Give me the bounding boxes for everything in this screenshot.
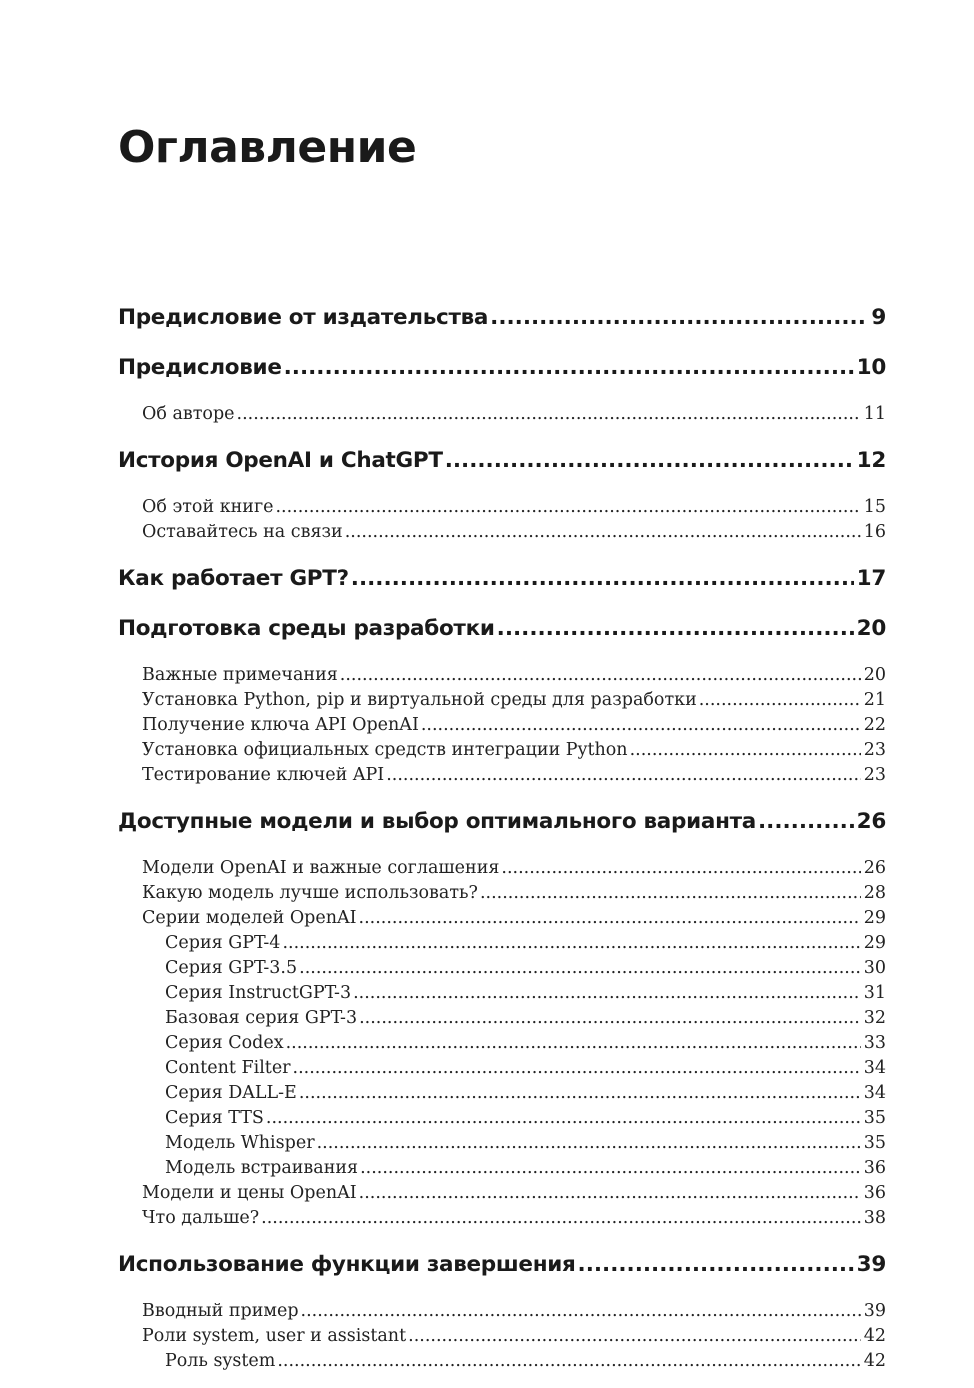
toc-entry-title: Какую модель лучше использовать? xyxy=(142,883,478,903)
toc-leader-dots xyxy=(266,1106,861,1131)
toc-entry xyxy=(118,1249,886,1299)
toc-entry xyxy=(118,663,886,688)
toc-entry-title: Роль system xyxy=(165,1351,276,1371)
toc-leader-dots xyxy=(345,520,861,545)
toc-entry-title: Использование функции завершения xyxy=(118,1252,576,1277)
table-of-contents xyxy=(118,302,886,1374)
toc-leader-dots xyxy=(359,1006,861,1031)
toc-page-number: 11 xyxy=(863,404,886,424)
toc-entry xyxy=(118,956,886,981)
toc-entry xyxy=(118,563,886,613)
toc-leader-dots xyxy=(445,445,854,477)
toc-leader-dots xyxy=(699,688,861,713)
toc-page-number: 35 xyxy=(863,1133,886,1153)
toc-leader-dots xyxy=(277,1349,860,1374)
toc-entry xyxy=(118,1106,886,1131)
toc-leader-dots xyxy=(408,1324,861,1349)
toc-entry-title: Как работает GPT? xyxy=(118,566,349,591)
toc-entry-title: Модели и цены OpenAI xyxy=(142,1183,357,1203)
toc-leader-dots xyxy=(261,1206,861,1231)
toc-page-number: 34 xyxy=(863,1083,886,1103)
toc-entry-title: Предисловие от издательства xyxy=(118,305,489,330)
toc-leader-dots xyxy=(275,495,860,520)
toc-page-number: 35 xyxy=(863,1108,886,1128)
toc-page-number: 42 xyxy=(863,1326,886,1346)
toc-page-number: 38 xyxy=(863,1208,886,1228)
toc-entry xyxy=(118,1006,886,1031)
toc-page-number: 26 xyxy=(863,858,886,878)
toc-entry-title: Доступные модели и выбор оптимального варианта xyxy=(118,809,756,834)
toc-entry xyxy=(118,881,886,906)
toc-leader-dots xyxy=(480,881,861,906)
toc-page-number: 10 xyxy=(856,355,886,380)
toc-leader-dots xyxy=(490,302,868,334)
toc-leader-dots xyxy=(359,906,861,931)
toc-page-number: 23 xyxy=(863,765,886,785)
toc-leader-dots xyxy=(351,563,854,595)
toc-leader-dots xyxy=(630,738,861,763)
toc-entry-title: Серия GPT-3.5 xyxy=(165,958,298,978)
toc-entry xyxy=(118,1081,886,1106)
toc-entry-title: Базовая серия GPT-3 xyxy=(165,1008,358,1028)
toc-entry xyxy=(118,688,886,713)
toc-leader-dots xyxy=(501,856,860,881)
toc-entry-title: Модели OpenAI и важные соглашения xyxy=(142,858,500,878)
toc-entry xyxy=(118,352,886,402)
toc-page-number: 20 xyxy=(856,616,886,641)
toc-entry xyxy=(118,1324,886,1349)
toc-entry xyxy=(118,520,886,545)
toc-entry-title: Об этой книге xyxy=(142,497,274,517)
toc-entry xyxy=(118,495,886,520)
toc-entry-title: Серия Codex xyxy=(165,1033,284,1053)
toc-entry-title: Установка Python, pip и виртуальной среды для разработки xyxy=(142,690,697,710)
toc-leader-dots xyxy=(299,1081,861,1106)
toc-leader-dots xyxy=(360,1156,861,1181)
toc-page-number: 16 xyxy=(863,522,886,542)
toc-entry-title: Серия GPT-4 xyxy=(165,933,281,953)
toc-leader-dots xyxy=(497,613,854,645)
toc-entry xyxy=(118,763,886,788)
toc-entry-title: Вводный пример xyxy=(142,1301,299,1321)
toc-page-number: 42 xyxy=(863,1351,886,1371)
toc-entry-title: Об авторе xyxy=(142,404,235,424)
toc-entry xyxy=(118,445,886,495)
toc-entry-title: Подготовка среды разработки xyxy=(118,616,495,641)
toc-page-number: 15 xyxy=(863,497,886,517)
toc-leader-dots xyxy=(353,981,861,1006)
toc-entry-title: Роли system, user и assistant xyxy=(142,1326,407,1346)
toc-entry xyxy=(118,302,886,352)
toc-leader-dots xyxy=(299,956,861,981)
toc-page-number: 9 xyxy=(871,305,886,330)
toc-entry-title: Серия InstructGPT-3 xyxy=(165,983,352,1003)
toc-leader-dots xyxy=(421,713,861,738)
toc-leader-dots xyxy=(758,806,854,838)
toc-entry xyxy=(118,856,886,881)
toc-entry-title: Серия TTS xyxy=(165,1108,264,1128)
toc-entry xyxy=(118,713,886,738)
toc-entry-title: Важные примечания xyxy=(142,665,338,685)
toc-entry xyxy=(118,981,886,1006)
toc-leader-dots xyxy=(317,1131,861,1156)
toc-entry xyxy=(118,931,886,956)
toc-page-number: 33 xyxy=(863,1033,886,1053)
toc-page-number: 39 xyxy=(863,1301,886,1321)
toc-leader-dots xyxy=(301,1299,861,1324)
toc-leader-dots xyxy=(293,1056,861,1081)
toc-page-number: 36 xyxy=(863,1183,886,1203)
toc-page-number: 23 xyxy=(863,740,886,760)
toc-entry-title: Предисловие xyxy=(118,355,282,380)
toc-page-number: 29 xyxy=(863,933,886,953)
toc-entry xyxy=(118,1056,886,1081)
toc-entry-title: Модель встраивания xyxy=(165,1158,359,1178)
toc-leader-dots xyxy=(282,931,860,956)
toc-entry-title: Получение ключа API OpenAI xyxy=(142,715,419,735)
toc-leader-dots xyxy=(340,663,861,688)
toc-page-number: 29 xyxy=(863,908,886,928)
toc-entry-title: Модель Whisper xyxy=(165,1133,315,1153)
toc-leader-dots xyxy=(359,1181,861,1206)
toc-entry xyxy=(118,1206,886,1231)
toc-page-number: 21 xyxy=(863,690,886,710)
toc-entry-title: Установка официальных средств интеграции Python xyxy=(142,740,628,760)
toc-entry xyxy=(118,1131,886,1156)
toc-page-number: 31 xyxy=(863,983,886,1003)
toc-entry-title: Серии моделей OpenAI xyxy=(142,908,357,928)
toc-page-number: 12 xyxy=(856,448,886,473)
toc-entry xyxy=(118,402,886,427)
toc-entry xyxy=(118,806,886,856)
toc-entry xyxy=(118,738,886,763)
toc-entry-title: Оставайтесь на связи xyxy=(142,522,343,542)
page-title: Оглавление xyxy=(118,122,417,173)
toc-entry xyxy=(118,1299,886,1324)
toc-entry xyxy=(118,1156,886,1181)
toc-leader-dots xyxy=(386,763,861,788)
toc-page-number: 20 xyxy=(863,665,886,685)
toc-page-number: 22 xyxy=(863,715,886,735)
toc-page-number: 32 xyxy=(863,1008,886,1028)
toc-entry-title: Серия DALL-E xyxy=(165,1083,297,1103)
toc-leader-dots xyxy=(286,1031,861,1056)
toc-leader-dots xyxy=(578,1249,854,1281)
toc-page-number: 36 xyxy=(863,1158,886,1178)
toc-entry xyxy=(118,613,886,663)
toc-leader-dots xyxy=(284,352,854,384)
toc-page-number: 28 xyxy=(863,883,886,903)
toc-entry-title: История OpenAI и ChatGPT xyxy=(118,448,443,473)
toc-entry-title: Что дальше? xyxy=(142,1208,260,1228)
toc-entry-title: Тестирование ключей API xyxy=(142,765,385,785)
toc-entry-title: Content Filter xyxy=(165,1058,291,1078)
toc-page-number: 34 xyxy=(863,1058,886,1078)
toc-entry xyxy=(118,906,886,931)
toc-page-number: 17 xyxy=(856,566,886,591)
toc-entry xyxy=(118,1181,886,1206)
toc-entry xyxy=(118,1031,886,1056)
toc-page-number: 39 xyxy=(856,1252,886,1277)
toc-leader-dots xyxy=(237,402,861,427)
toc-entry xyxy=(118,1349,886,1374)
toc-page-number: 30 xyxy=(863,958,886,978)
toc-page-number: 26 xyxy=(856,809,886,834)
